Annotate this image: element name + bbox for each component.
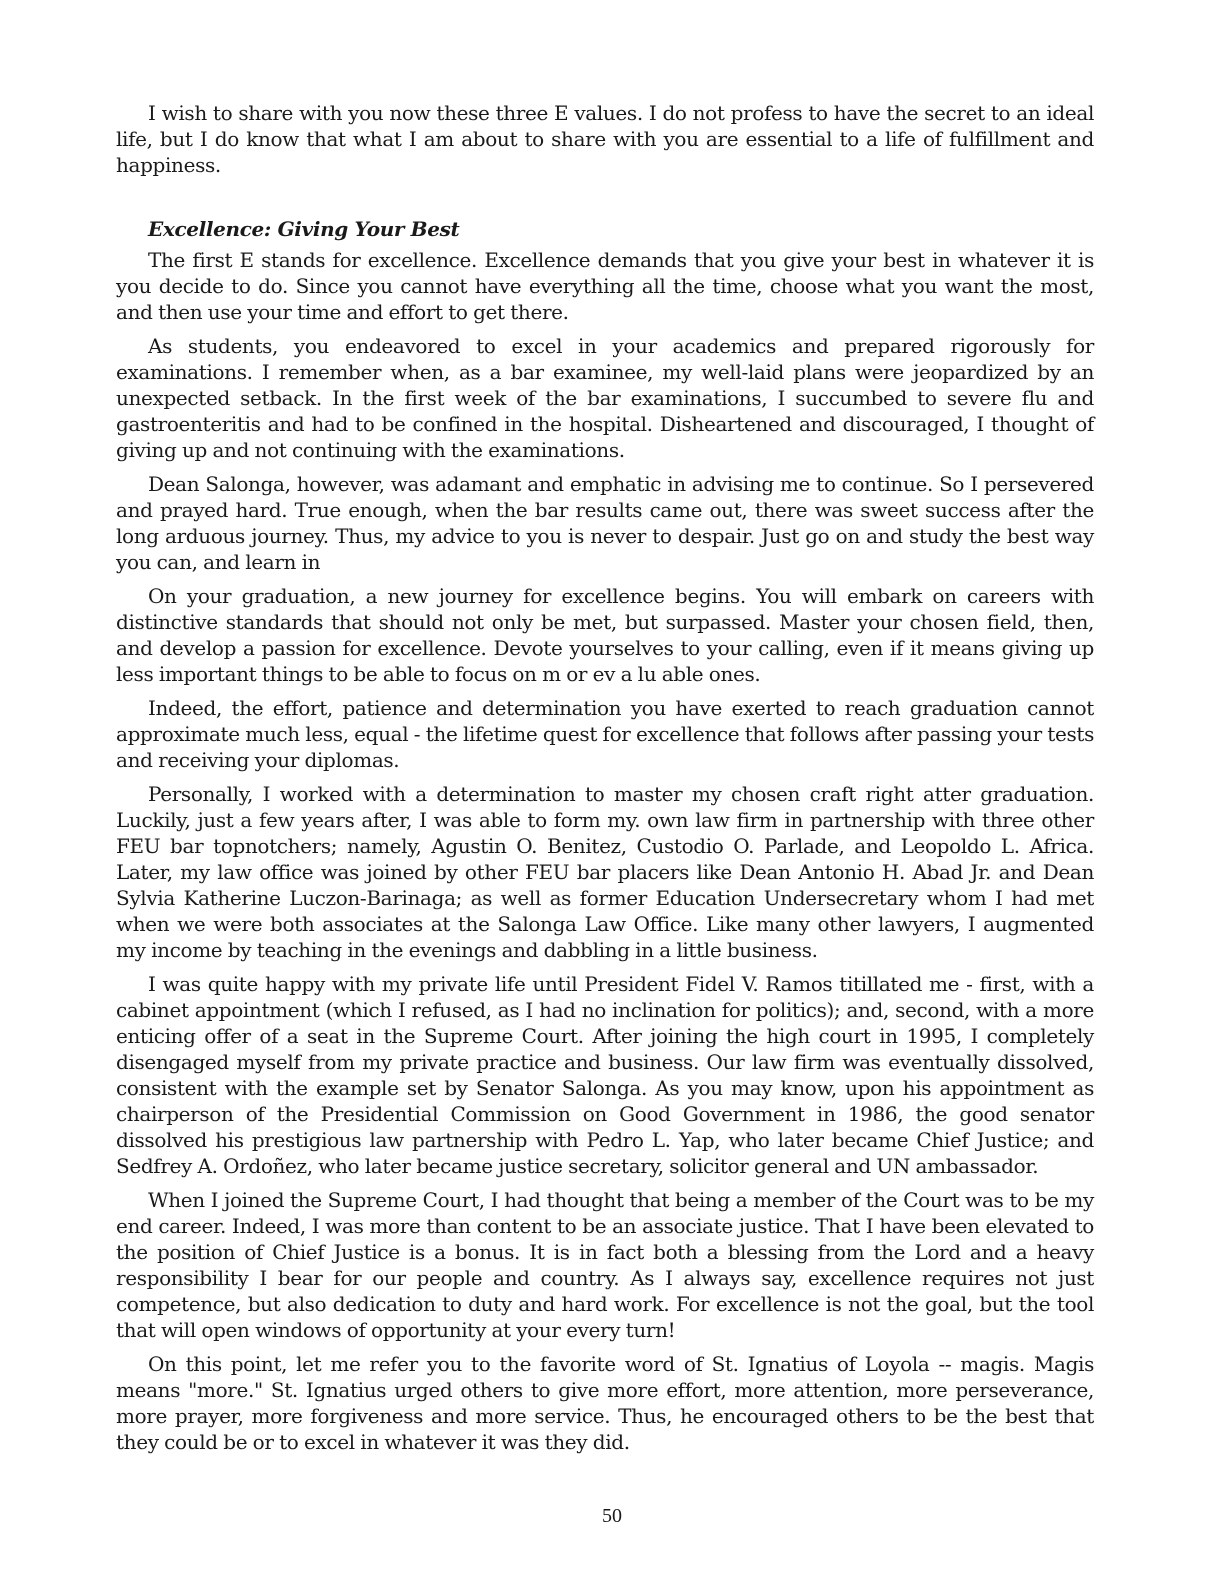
body-paragraph: As students, you endeavored to excel in your academics and prepared rigorously for examinations. I remember when, as a bar examinee, my well-laid plans were jeopardized by an unexpected setback. In the first week of the bar examinations, I succumbed to severe flu and gastroenteritis and had to be confined in the hospital. Disheartened and discouraged, I thought of giving up and not continuing with the examinations. (116, 334, 1094, 462)
intro-paragraph: I wish to share with you now these three E values. I do not profess to have the secret to an ideal life, but I do know that what I am about to share with you are essential to a life of fulfillment and happiness. (116, 101, 1094, 177)
section-heading: Excellence: Giving Your Best (148, 217, 460, 241)
body-paragraph: The first E stands for excellence. Excellence demands that you give your best in whatever it is you decide to do. Since you cannot have everything all the time, choose what you want the most, and then use your time and effort to get there. (116, 248, 1094, 324)
body-paragraph: Personally, I worked with a determination to master my chosen craft right atter graduation. Luckily, just a few years after, I was able to form my. own law firm in partnership with three other FEU bar topnotchers; namely, Agustin O. Benitez, Custodio O. Parlade, and Leopoldo L. Africa. Later, my law office was joined by other FEU bar placers like Dean Antonio H. Abad Jr. and Dean Sylvia Katherine Luczon-Barinaga; as well as former Education Undersecretary whom I had met when we were both associates at the Salonga Law Office. Like many other lawyers, I augmented my income by teaching in the evenings and dabbling in a little business. (116, 782, 1094, 962)
body-paragraph: I was quite happy with my private life until President Fidel V. Ramos titillated me - first, with a cabinet appointment (which I refused, as I had no inclination for politics); and, second, with a more enticing offer of a seat in the Supreme Court. After joining the high court in 1995, I completely disengaged myself from my private practice and business. Our law firm was eventually dissolved, consistent with the example set by Senator Salonga. As you may know, upon his appointment as chairperson of the Presidential Commission on Good Government in 1986, the good senator dissolved his prestigious law partnership with Pedro L. Yap, who later became Chief Justice; and Sedfrey A. Ordoñez, who later became justice secretary, solicitor general and UN ambassador. (116, 972, 1094, 1178)
body-paragraph: Indeed, the effort, patience and determination you have exerted to reach graduation cannot approximate much less, equal - the lifetime quest for excellence that follows after passing your tests and receiving your diplomas. (116, 696, 1094, 772)
page-body (116, 100, 1094, 1463)
body-paragraph: On this point, let me refer you to the favorite word of St. Ignatius of Loyola -- magis. Magis means "more." St. Ignatius urged others to give more effort, more attention, more perseverance, more prayer, more forgiveness and more service. Thus, he encouraged others to be the best that they could be or to excel in whatever it was they did. (116, 1352, 1094, 1454)
body-paragraph: Dean Salonga, however, was adamant and emphatic in advising me to continue. So I persevered and prayed hard. True enough, when the bar results came out, there was sweet success after the long arduous journey. Thus, my advice to you is never to despair. Just go on and study the best way you can, and learn in (116, 472, 1094, 574)
body-paragraph: When I joined the Supreme Court, I had thought that being a member of the Court was to be my end career. Indeed, I was more than content to be an associate justice. That I have been elevated to the position of Chief Justice is a bonus. It is in fact both a blessing from the Lord and a heavy responsibility I bear for our people and country. As I always say, excellence requires not just competence, but also dedication to duty and hard work. For excellence is not the goal, but the tool that will open windows of opportunity at your every turn! (116, 1188, 1094, 1342)
body-paragraph: On your graduation, a new journey for excellence begins. You will embark on careers with distinctive standards that should not only be met, but surpassed. Master your chosen field, then, and develop a passion for excellence. Devote yourselves to your calling, even if it means giving up less important things to be able to focus on m or ev a lu able ones. (116, 584, 1094, 686)
page-number: 50 (602, 1505, 622, 1527)
